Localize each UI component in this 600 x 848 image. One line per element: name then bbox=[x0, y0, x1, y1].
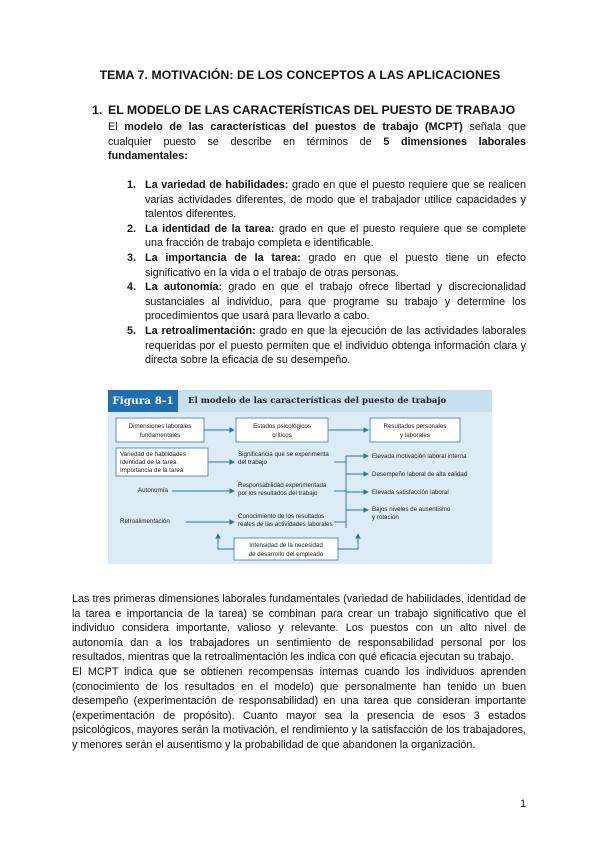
list-item-label: La retroalimentación: bbox=[145, 324, 256, 337]
outcome-motivation: Elevada motivación laboral interna bbox=[372, 453, 467, 460]
outcome-absenteeism-line2: y rotación bbox=[372, 514, 399, 521]
input-skill-variety: Variedad de habilidades bbox=[120, 451, 186, 458]
figure-tab: Figura 8-1 bbox=[108, 390, 178, 412]
list-item bbox=[127, 222, 526, 251]
intro-text: El bbox=[108, 121, 125, 133]
list-item bbox=[127, 280, 526, 324]
dimensions-header-line2: fundamentales bbox=[139, 432, 181, 439]
list-item-number: 2. bbox=[127, 222, 137, 235]
paragraph-text: El MCPT indica que se obtienen recompensas internas cuando los individuos aprenden (conocimiento de los resultados en el modelo) que personalmente han tenido un buen desempeño (experimentación de responsabilidad) en una tarea que consideran importante (experimentación de propósito). Cuanto mayor sea la presencia de esos 3 estados psicológicos, mayores serán la motivación, el rendimiento y la satisfacción de los trabajadores, y menores serán el ausentismo y la probabilidad de que abandonen la organización. bbox=[72, 665, 526, 751]
outcome-performance: Desempeño laboral de alta calidad bbox=[372, 471, 468, 478]
state-meaningfulness-line2: del trabajo bbox=[238, 459, 267, 466]
list-item bbox=[127, 251, 526, 280]
input-task-identity: Identidad de la tarea bbox=[120, 459, 177, 466]
page-number: 1 bbox=[520, 798, 527, 810]
list-item-text: grado en que el puesto requiere que se complete una fracción de trabajo completa e identificable. bbox=[145, 222, 526, 250]
list-item bbox=[127, 178, 526, 222]
body-paragraph bbox=[72, 592, 526, 753]
paragraph-text: Las tres primeras dimensiones laborales fundamentales (variedad de habilidades, identidad de la tarea e importancia de la tarea) se combinan para crear un trabajo significativo que el individuo considera importante, valioso y relevante. Los puestos con un alto nivel de autonomía dan a los trabajadores un sentimiento de responsabilidad personal por los resultados, mientras que la retroalimentación les indica con qué eficacia ejecutan su trabajo. bbox=[72, 593, 526, 664]
state-knowledge-line2: reales de las actividades laborales bbox=[238, 521, 333, 528]
intro-text: señala que cualquier puesto se describe en términos de bbox=[108, 121, 526, 148]
section-intro bbox=[108, 120, 526, 164]
intro-dimensions-count: 5 dimensiones laborales fundamentales: bbox=[108, 135, 526, 163]
state-knowledge-line1: Conocimiento de los resultados bbox=[238, 513, 325, 520]
input-task-significance: Importancia de la tarea bbox=[120, 467, 184, 474]
states-header-line2: críticos bbox=[272, 432, 292, 439]
model-diagram bbox=[108, 412, 492, 564]
document-title: TEMA 7. MOTIVACIÓN: DE LOS CONCEPTOS A LAS APLICACIONES bbox=[99, 68, 501, 82]
list-item-text: grado en que el puesto tiene un efecto significativo en la vida o el trabajo de otras personas. bbox=[145, 251, 526, 279]
moderator-line2: de desarrollo del empleado bbox=[248, 551, 324, 558]
list-item-label: La variedad de habilidades: bbox=[145, 179, 289, 191]
outcome-absenteeism-line1: Bajos niveles de ausentismo bbox=[372, 506, 451, 513]
list-item-text: grado en que el puesto requiere que se realicen varias actividades diferentes, de modo que el trabajador utilice capacidades y talentos diferentes. bbox=[145, 179, 527, 221]
list-item-number: 3. bbox=[127, 251, 137, 264]
arrow bbox=[218, 534, 234, 549]
moderator-line1: Intensidad de la necesidad bbox=[249, 542, 323, 549]
job-characteristics-figure bbox=[108, 390, 492, 564]
states-header-line1: Estados psicológicos bbox=[253, 423, 311, 430]
list-item-text: grado en que la ejecución de las actividades laborales requeridas por el puesto permiten que el individuo obtenga información clara y directa sobre la eficacia de su desempeño. bbox=[145, 324, 526, 367]
state-meaningfulness-line1: Significancia que se experimenta bbox=[238, 451, 329, 458]
figure-title: El modelo de las características del puesto de trabajo bbox=[188, 396, 447, 406]
state-responsibility-line1: Responsabilidad experimentada bbox=[238, 482, 327, 489]
outcome-satisfaction: Elevada satisfacción laboral bbox=[372, 489, 449, 496]
input-feedback: Retroalimentación bbox=[120, 518, 170, 525]
list-item-label: La importancia de la tarea: bbox=[145, 251, 301, 264]
dimensions-list bbox=[127, 178, 526, 368]
list-item-text: grado en que el trabajo ofrece libertad y discrecionalidad sustanciales al individuo, para que programe su trabajo y determine los procedimientos que usará para llevarlo a cabo. bbox=[145, 281, 527, 323]
dimensions-header-line1: Dimensiones laborales bbox=[128, 423, 192, 430]
outcomes-header-line2: y laborales bbox=[400, 432, 430, 439]
section-number: 1. bbox=[92, 103, 103, 117]
list-item-number: 4. bbox=[127, 281, 137, 294]
list-item-label: La autonomía: bbox=[145, 281, 223, 294]
outcomes-header-line1: Resultados personales bbox=[383, 423, 447, 430]
list-item-number: 5. bbox=[127, 324, 137, 337]
intro-model-name: modelo de las características del puestos de trabajo (MCPT) bbox=[124, 121, 463, 133]
input-autonomy: Autonomía bbox=[138, 487, 168, 494]
arrow bbox=[338, 534, 358, 549]
section-title: EL MODELO DE LAS CARACTERÍSTICAS DEL PUESTO DE TRABAJO bbox=[108, 103, 516, 117]
list-item-number: 1. bbox=[127, 179, 137, 191]
list-item-label: La identidad de la tarea: bbox=[145, 222, 275, 235]
list-item bbox=[127, 324, 526, 368]
state-responsibility-line2: por los resultados del trabajo bbox=[238, 490, 318, 497]
